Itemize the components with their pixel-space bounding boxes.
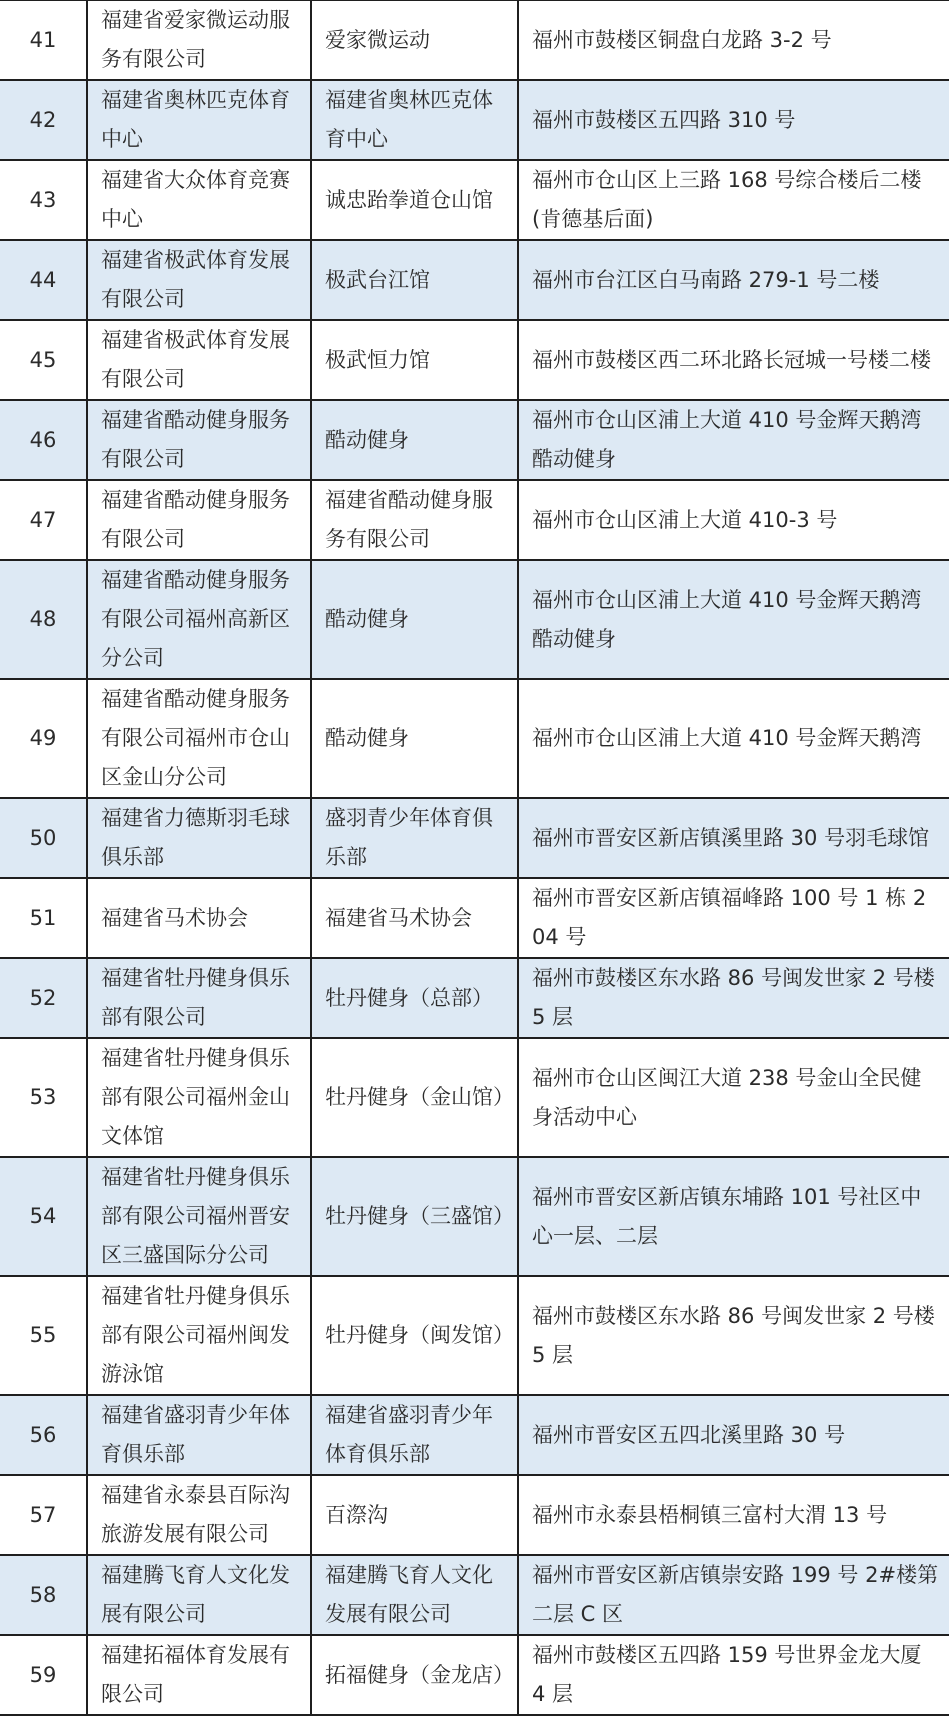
row-number: 53 [0,1038,87,1157]
organization-name-cell: 福建拓福体育发展有限公司 [87,1635,311,1715]
venue-name-cell: 福建省盛羽青少年体育俱乐部 [311,1395,518,1475]
table-row [0,679,949,798]
table-row [0,560,949,679]
organization-name-cell: 福建省酷动健身服务有限公司 [87,480,311,560]
row-number: 58 [0,1555,87,1635]
table-row [0,0,949,80]
venue-address-cell: 福州市仓山区闽江大道 238 号金山全民健身活动中心 [518,1038,949,1157]
organization-name-cell: 福建省永泰县百际沟旅游发展有限公司 [87,1475,311,1555]
row-number: 55 [0,1276,87,1395]
organization-name-cell: 福建省大众体育竞赛中心 [87,160,311,240]
row-number: 47 [0,480,87,560]
venue-name-cell: 福建省酷动健身服务有限公司 [311,480,518,560]
table-row [0,878,949,958]
venue-name-cell: 福建省奥林匹克体育中心 [311,80,518,160]
organization-name-cell: 福建省酷动健身服务有限公司福州市仓山区金山分公司 [87,679,311,798]
table-row [0,1157,949,1276]
organization-name-cell: 福建省牡丹健身俱乐部有限公司福州晋安区三盛国际分公司 [87,1157,311,1276]
organization-name-cell: 福建省马术协会 [87,878,311,958]
venue-name-cell: 酷动健身 [311,560,518,679]
venue-address-cell: 福州市仓山区上三路 168 号综合楼后二楼(肯德基后面) [518,160,949,240]
row-number: 54 [0,1157,87,1276]
organization-name-cell: 福建省牡丹健身俱乐部有限公司福州闽发游泳馆 [87,1276,311,1395]
venue-name-cell: 牡丹健身（三盛馆） [311,1157,518,1276]
row-number: 57 [0,1475,87,1555]
table-row [0,80,949,160]
organization-name-cell: 福建省牡丹健身俱乐部有限公司福州金山文体馆 [87,1038,311,1157]
venue-address-cell: 福州市鼓楼区五四路 159 号世界金龙大厦 4 层 [518,1635,949,1715]
organization-name-cell: 福建省极武体育发展有限公司 [87,240,311,320]
row-number: 59 [0,1635,87,1715]
table-row [0,240,949,320]
venue-address-cell: 福州市永泰县梧桐镇三富村大渭 13 号 [518,1475,949,1555]
table-row [0,1038,949,1157]
table-row [0,1555,949,1635]
row-number: 56 [0,1395,87,1475]
table-row [0,958,949,1038]
organization-name-cell: 福建省酷动健身服务有限公司福州高新区分公司 [87,560,311,679]
venue-address-cell: 福州市晋安区新店镇溪里路 30 号羽毛球馆 [518,798,949,878]
venue-name-cell: 诚忠跆拳道仓山馆 [311,160,518,240]
venue-address-cell: 福州市晋安区五四北溪里路 30 号 [518,1395,949,1475]
organization-name-cell: 福建省酷动健身服务有限公司 [87,400,311,480]
venue-address-cell: 福州市鼓楼区铜盘白龙路 3-2 号 [518,0,949,80]
row-number: 51 [0,878,87,958]
venue-name-cell: 极武恒力馆 [311,320,518,400]
venue-name-cell: 福建省马术协会 [311,878,518,958]
table-row [0,160,949,240]
table-row [0,320,949,400]
organization-name-cell: 福建省盛羽青少年体育俱乐部 [87,1395,311,1475]
row-number: 44 [0,240,87,320]
venue-address-cell: 福州市鼓楼区五四路 310 号 [518,80,949,160]
table-row [0,400,949,480]
venue-address-cell: 福州市仓山区浦上大道 410 号金辉天鹅湾酷动健身 [518,400,949,480]
organization-name-cell: 福建省极武体育发展有限公司 [87,320,311,400]
table-row [0,1475,949,1555]
row-number: 41 [0,0,87,80]
row-number: 43 [0,160,87,240]
table-row [0,1395,949,1475]
venue-address-cell: 福州市晋安区新店镇东埔路 101 号社区中心一层、二层 [518,1157,949,1276]
venue-address-cell: 福州市仓山区浦上大道 410-3 号 [518,480,949,560]
row-number: 42 [0,80,87,160]
venue-name-cell: 牡丹健身（闽发馆） [311,1276,518,1395]
venue-name-cell: 盛羽青少年体育俱乐部 [311,798,518,878]
organization-name-cell: 福建省奥林匹克体育中心 [87,80,311,160]
venue-address-cell: 福州市鼓楼区西二环北路长冠城一号楼二楼 [518,320,949,400]
venue-name-cell: 百漈沟 [311,1475,518,1555]
row-number: 48 [0,560,87,679]
venue-address-cell: 福州市仓山区浦上大道 410 号金辉天鹅湾酷动健身 [518,560,949,679]
venue-address-cell: 福州市鼓楼区东水路 86 号闽发世家 2 号楼 5 层 [518,958,949,1038]
venue-address-cell: 福州市鼓楼区东水路 86 号闽发世家 2 号楼 5 层 [518,1276,949,1395]
table-row [0,480,949,560]
organization-name-cell: 福建省爱家微运动服务有限公司 [87,0,311,80]
row-number: 52 [0,958,87,1038]
venue-address-cell: 福州市晋安区新店镇福峰路 100 号 1 栋 204 号 [518,878,949,958]
venue-address-cell: 福州市台江区白马南路 279-1 号二楼 [518,240,949,320]
row-number: 50 [0,798,87,878]
table-row [0,798,949,878]
venue-name-cell: 酷动健身 [311,679,518,798]
table-row [0,1635,949,1715]
row-number: 45 [0,320,87,400]
organization-name-cell: 福建省牡丹健身俱乐部有限公司 [87,958,311,1038]
venue-name-cell: 爱家微运动 [311,0,518,80]
organization-name-cell: 福建腾飞育人文化发展有限公司 [87,1555,311,1635]
organization-name-cell: 福建省力德斯羽毛球俱乐部 [87,798,311,878]
table-row [0,1276,949,1395]
venue-name-cell: 牡丹健身（金山馆） [311,1038,518,1157]
venue-address-cell: 福州市晋安区新店镇崇安路 199 号 2#楼第二层 C 区 [518,1555,949,1635]
venue-name-cell: 牡丹健身（总部） [311,958,518,1038]
venue-name-cell: 酷动健身 [311,400,518,480]
venue-name-cell: 拓福健身（金龙店） [311,1635,518,1715]
row-number: 46 [0,400,87,480]
venue-name-cell: 福建腾飞育人文化发展有限公司 [311,1555,518,1635]
row-number: 49 [0,679,87,798]
venue-name-cell: 极武台江馆 [311,240,518,320]
venue-address-cell: 福州市仓山区浦上大道 410 号金辉天鹅湾 [518,679,949,798]
